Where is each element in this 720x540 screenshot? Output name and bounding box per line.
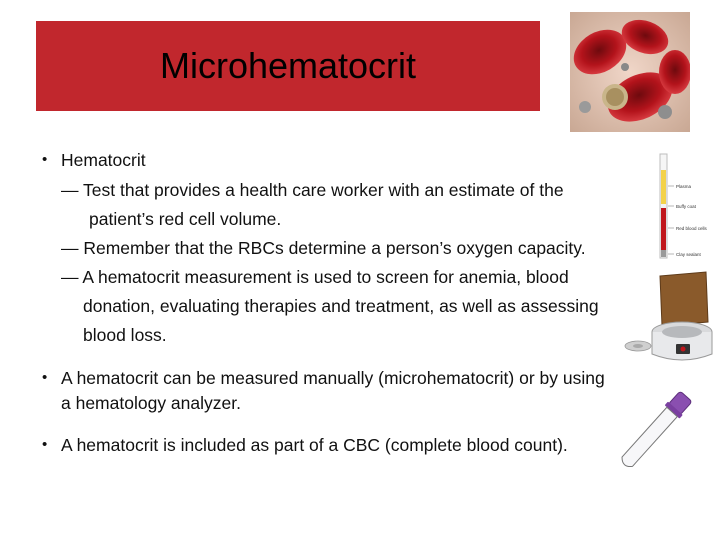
bullet-2-marker: • bbox=[42, 369, 48, 386]
tube-label-sealant: Clay sealant bbox=[676, 252, 701, 257]
bullet-1-sub-1-line-2: patient’s red cell volume. bbox=[89, 209, 282, 229]
bullet-1-sub-1-line-1: — Test that provides a health care worker with an estimate of the bbox=[61, 180, 564, 200]
tube-label-plasma: Plasma bbox=[676, 184, 692, 189]
bullet-1-sub-2: — Remember that the RBCs determine a person’s oxygen capacity. bbox=[61, 238, 586, 258]
bullet-1-heading: Hematocrit bbox=[61, 150, 146, 170]
bullet-1-sub-3-line-2: donation, evaluating therapies and treatment, as well as assessing bbox=[83, 296, 599, 316]
bullet-3-marker: • bbox=[42, 436, 48, 453]
slide-title: Microhematocrit bbox=[159, 45, 417, 86]
bullet-2-line-1: A hematocrit can be measured manually (microhematocrit) or by using bbox=[61, 368, 605, 388]
tube-label-rbc: Red blood cells bbox=[676, 226, 707, 231]
bullet-1-marker: • bbox=[42, 151, 48, 168]
bullet-1-sub-3-line-1: — A hematocrit measurement is used to screen for anemia, blood bbox=[61, 267, 569, 287]
bullet-2-line-2: a hematology analyzer. bbox=[61, 393, 241, 413]
bullet-1-sub-3-line-3: blood loss. bbox=[83, 325, 167, 345]
tube-label-buffy: Buffy coat bbox=[676, 204, 696, 209]
bullet-3: A hematocrit is included as part of a CBC (complete blood count). bbox=[61, 435, 568, 455]
